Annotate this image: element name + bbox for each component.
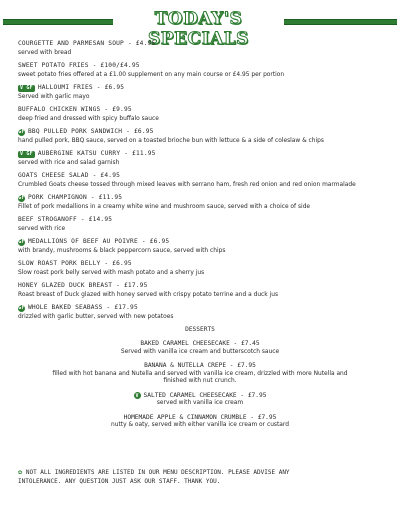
menu-item-description: deep fried and dressed with spicy buffalo sauce bbox=[18, 115, 159, 122]
menu-item bbox=[18, 62, 388, 79]
menu-item-name: SALTED CARAMEL CHEESECAKE - £7.95 bbox=[143, 391, 267, 399]
menu-item bbox=[18, 216, 388, 233]
menu-item-name: BUFFALO CHICKEN WINGS - £9.95 bbox=[18, 106, 132, 113]
menu-item-description: served with bread bbox=[18, 49, 72, 56]
header-left-bar bbox=[3, 19, 113, 25]
menu-item bbox=[18, 260, 388, 277]
menu-item-description: drizzled with garlic butter, served with new potatoes bbox=[18, 313, 174, 320]
menu-item bbox=[18, 40, 388, 57]
menu-item-name-row bbox=[18, 106, 388, 115]
dietary-badge-icon: GF bbox=[18, 129, 25, 135]
menu-item-description: served with rice bbox=[18, 225, 66, 232]
dietary-badge-icon: V bbox=[135, 392, 139, 399]
menu-item bbox=[40, 362, 360, 386]
menu-item-name-row bbox=[40, 414, 360, 423]
menu-item-description: Slow roast pork belly served with mash potato and a sherry jus bbox=[18, 269, 205, 276]
menu-item-description: Roast breast of Duck glazed with honey served with crispy potato terrine and a duck jus bbox=[18, 291, 279, 298]
menu-item-description: hand pulled pork, BBQ sauce, served on a toasted brioche bun with lettuce & a side of coleslaw & chips bbox=[18, 137, 324, 144]
menu-item-name: WHOLE BAKED SEABASS - £17.95 bbox=[28, 304, 138, 311]
dietary-badge-icon: GF bbox=[18, 239, 25, 245]
menu-item bbox=[18, 150, 388, 167]
menu-item-name-row bbox=[18, 238, 388, 247]
specials-list bbox=[0, 40, 400, 436]
menu-item bbox=[40, 414, 360, 430]
menu-item bbox=[18, 304, 388, 321]
menu-item-description: Served with vanilla ice cream and butterscotch sauce bbox=[120, 348, 280, 355]
menu-item-name: GOATS CHEESE SALAD - £4.95 bbox=[18, 172, 121, 179]
menu-item-description: sweet potato fries offered at a £1.00 supplement on any main course or £4.95 per portion bbox=[18, 71, 285, 78]
menu-item-name-row bbox=[18, 282, 388, 291]
menu-item-name: AUBERGINE KATSU CURRY - £11.95 bbox=[37, 150, 156, 157]
menu-item-name: BAKED CARAMEL CHEESECAKE - £7.45 bbox=[140, 340, 260, 347]
menu-item-description: served with rice and salad garnish bbox=[18, 159, 120, 166]
menu-item-description: nutty & oaty, served with either vanilla ice cream or custard bbox=[111, 422, 289, 428]
menu-item bbox=[18, 238, 388, 255]
menu-item bbox=[18, 172, 388, 189]
menu-item-name-row bbox=[18, 172, 388, 181]
menu-item-name: SLOW ROAST PORK BELLY - £6.95 bbox=[18, 260, 132, 267]
menu-item-name: COURGETTE AND PARMESAN SOUP - £4.95 bbox=[18, 40, 156, 47]
allergen-note bbox=[18, 468, 318, 486]
page-title: TODAY'S SPECIALS bbox=[148, 9, 249, 49]
menu-item-name: HONEY GLAZED DUCK BREAST - £17.95 bbox=[18, 282, 148, 289]
header-right-bar bbox=[284, 19, 397, 25]
menu-item-description: served with vanilla ice cream bbox=[156, 400, 244, 406]
menu-item-name-row bbox=[18, 40, 388, 49]
menu-item-name-row bbox=[40, 340, 360, 349]
desserts-heading: DESSERTS bbox=[185, 326, 215, 333]
menu-item bbox=[40, 392, 360, 408]
menu-item-description: Crumbled Goats cheese tossed through mixed leaves with serrano ham, fresh red onion and red onion marmalade bbox=[18, 181, 356, 188]
menu-item-name: HOMEMADE APPLE & CINNAMON CRUMBLE - £7.95 bbox=[123, 413, 277, 421]
dietary-badge-icon: GF bbox=[18, 305, 25, 311]
dietary-badge-icon: V GF bbox=[20, 151, 33, 157]
menu-item-name-row bbox=[18, 216, 388, 225]
menu-item-name-row bbox=[40, 362, 360, 371]
menu-item bbox=[18, 128, 388, 145]
menu-item-name-row bbox=[18, 128, 388, 137]
dietary-badge-icon: V GF bbox=[20, 85, 33, 91]
menu-item bbox=[40, 340, 360, 356]
restaurant-logo bbox=[2, 500, 42, 516]
menu-item-name-row bbox=[18, 62, 388, 71]
menu-item-name: SWEET POTATO FRIES - £100/£4.95 bbox=[18, 62, 140, 69]
menu-item-description: Fillet of pork medallions in a creamy white wine and mushroom sauce, served with a choice of side bbox=[18, 203, 311, 210]
menu-item-name: HALLOUMI FRIES - £6.95 bbox=[37, 84, 125, 91]
dietary-badge-icon: GF bbox=[18, 195, 25, 201]
menu-item-name: PORK CHAMPIGNON - £11.95 bbox=[28, 194, 123, 201]
menu-item-name-row bbox=[18, 260, 388, 269]
menu-item-name: BANANA & NUTELLA CREPE - £7.95 bbox=[144, 362, 256, 369]
menu-item-name: BBQ PULLED PORK SANDWICH - £6.95 bbox=[28, 128, 154, 135]
menu-item-name-row bbox=[18, 194, 388, 203]
allergen-note-text: NOT ALL INGREDIENTS ARE LISTED IN OUR MENU DESCRIPTION. PLEASE ADVISE ANY INTOLERANCE. ANY QUESTION JUST ASK OUR STAFF. THANK YOU. bbox=[18, 469, 290, 485]
menu-item-name: BEEF STROGANOFF - £14.95 bbox=[18, 216, 113, 223]
leaf-icon: ✿ bbox=[18, 468, 23, 476]
menu-item bbox=[18, 282, 388, 299]
menu-item-description: filled with hot banana and Nutella and served with vanilla ice cream, drizzled with more Nutella and finished with nut crunch. bbox=[52, 370, 348, 384]
menu-item-name-row bbox=[18, 304, 388, 313]
menu-item-description: Served with garlic mayo bbox=[18, 93, 90, 100]
menu-item-name-row bbox=[18, 150, 388, 159]
menu-item bbox=[18, 84, 388, 101]
menu-item-description: with brandy, mushrooms & black peppercorn sauce, served with chips bbox=[18, 247, 226, 254]
menu-item bbox=[18, 194, 388, 211]
menu-item-name-row bbox=[40, 392, 360, 401]
menu-item-name-row bbox=[18, 84, 388, 93]
menu-item-name: MEDALLIONS OF BEEF AU POIVRE - £6.95 bbox=[28, 238, 170, 245]
menu-item bbox=[18, 106, 388, 123]
